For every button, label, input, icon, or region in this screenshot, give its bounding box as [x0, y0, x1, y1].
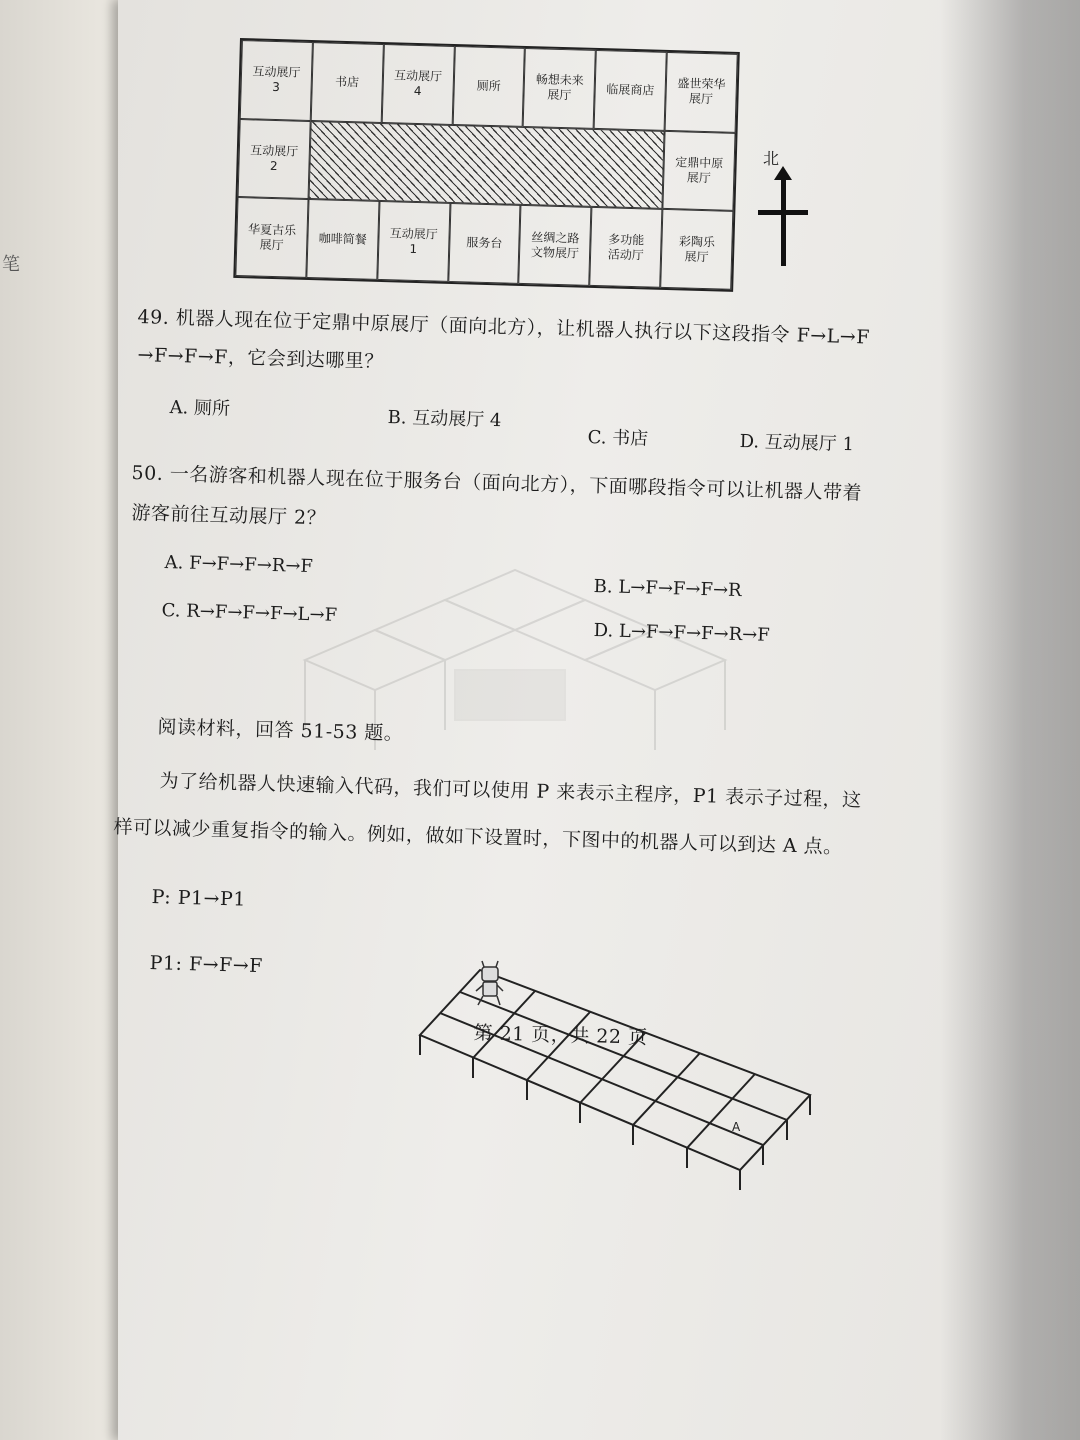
q49-option-d: D. 互动展厅 1: [739, 430, 855, 456]
map-cell: 服务台: [448, 203, 521, 284]
code-p1: P1: F→F→F: [149, 952, 264, 978]
map-cell: 临展商店: [594, 50, 667, 131]
map-cell: 互动展厅 4: [381, 44, 454, 125]
map-cell: 互动展厅 2: [238, 119, 311, 200]
q50-line2: 游客前往互动展厅 2？: [131, 501, 327, 530]
map-cell: 多功能 活动厅: [589, 207, 662, 288]
map-cell: 盛世荣华 展厅: [665, 52, 738, 133]
q50-option-a: A. F→F→F→R→F: [164, 552, 314, 578]
point-a-label: A: [732, 1120, 741, 1134]
q49-line2: →F→F→F，它会到达哪里？: [137, 343, 385, 373]
map-cell: 互动展厅 3: [240, 40, 313, 121]
compass-label: 北: [763, 149, 780, 168]
q50-option-d: D. L→F→F→F→R→F: [593, 620, 771, 646]
q50-line1: 50. 一名游客和机器人现在位于服务台（面向北方），下面哪段指令可以让机器人带着: [131, 461, 863, 505]
map-cell: 咖啡简餐: [306, 199, 379, 280]
q49-option-a: A. 厕所: [169, 396, 231, 420]
map-cell: 华夏古乐 展厅: [235, 197, 308, 278]
q49-option-c: C. 书店: [587, 426, 649, 450]
q50-option-b: B. L→F→F→F→R: [593, 576, 742, 602]
map-cell: 畅想未来 展厅: [523, 48, 596, 129]
museum-map: [233, 38, 740, 312]
q50-option-c: C. R→F→F→F→L→F: [161, 600, 338, 626]
robot-grid-figure: [410, 955, 840, 1195]
code-p: P: P1→P1: [151, 886, 247, 911]
map-cell: 厕所: [452, 46, 525, 127]
q49-option-b: B. 互动展厅 4: [387, 406, 502, 432]
page-footer: 第 21 页，共 22 页: [473, 1021, 648, 1049]
map-grid: [233, 38, 740, 292]
map-cell: 丝绸之路 文物展厅: [519, 205, 592, 286]
map-cell: 定鼎中原 展厅: [663, 131, 736, 212]
map-cell: 互动展厅 1: [377, 201, 450, 282]
compass-vertical-bar: [781, 178, 786, 266]
reading-para-line1: 为了给机器人快速输入代码，我们可以使用 P 来表示主程序，P1 表示子过程，这: [159, 769, 862, 812]
reading-para-line2: 样可以减少重复指令的输入。例如，做如下设置时，下图中的机器人可以到达 A 点。: [113, 815, 843, 859]
compass-horizontal-bar: [758, 210, 808, 215]
compass-north-icon: [758, 149, 808, 270]
reading-heading: 阅读材料，回答 51-53 题。: [157, 715, 404, 745]
map-hatched-area: [308, 121, 664, 210]
left-page-edge-text: 笔: [2, 254, 20, 275]
map-cell: 彩陶乐 展厅: [660, 209, 733, 290]
q49-line1: 49. 机器人现在位于定鼎中原展厅（面向北方），让机器人执行以下这段指令 F→L→F: [137, 305, 871, 349]
map-cell: 书店: [311, 42, 384, 123]
robot-icon: [476, 961, 503, 1005]
